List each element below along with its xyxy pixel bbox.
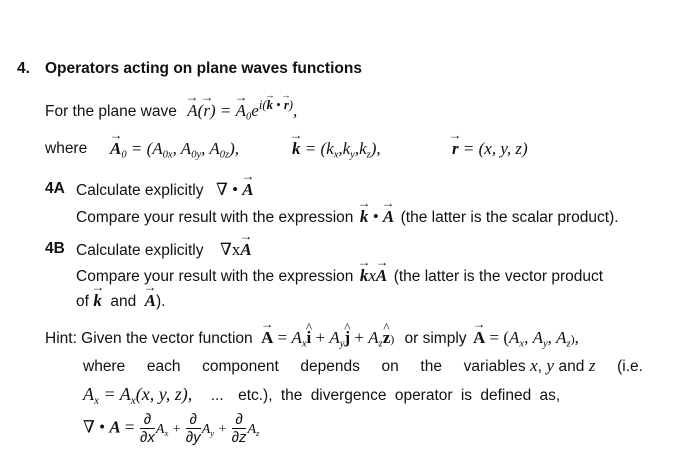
part-4b-of: of xyxy=(76,293,89,310)
plane-wave-intro: For the plane wave xyxy=(45,103,177,120)
vector-product-expression: → kx→ A xyxy=(360,266,387,285)
partial-x: $\frac{\partial}{\partial x}$ xyxy=(139,411,155,446)
hint-or-simply: or simply xyxy=(404,330,467,347)
part-4a-compare: Compare your result with the expression xyxy=(76,209,354,226)
part-4a-line2 xyxy=(76,207,619,227)
hint-word-component: component xyxy=(202,358,279,375)
problem-number: 4. xyxy=(17,60,30,77)
wave-vector: → $k = (k_x,k_y,k_z)$, xyxy=(292,139,381,161)
hint-ie: (i.e. xyxy=(617,358,643,375)
hint-line1 xyxy=(45,328,579,350)
part-4b-line1 xyxy=(76,240,252,260)
hint-divergence-text: etc.), the divergence operator is defined as, xyxy=(238,387,561,404)
k-vector-symbol: → k xyxy=(93,291,102,310)
plane-wave-formula: → A(→ r) = → $A_0e^{i(\to k • \to r)}$, xyxy=(187,101,297,120)
divergence-definition: ∇ • A = $\frac{\partial}{\partial x}$ $A_x$ + $\frac{\partial}{\partial y}$ $A_y$ + $\frac{\partial}{\partial z}$ $A_z$ xyxy=(83,411,260,446)
hint-intro: Hint: Given the vector function xyxy=(45,330,253,347)
component-example: $A_x = A_x(x$, y, z), xyxy=(83,384,193,407)
partial-z: $\frac{\partial}{\partial z}$ xyxy=(231,411,247,446)
problem-title: Operators acting on plane waves functions xyxy=(45,60,362,77)
curl-expression: ∇x→ A xyxy=(220,240,252,259)
plane-wave-line xyxy=(45,98,297,123)
part-4b-end: ). xyxy=(156,293,166,310)
hint-word-the: the xyxy=(420,358,442,375)
hint-word-and: and xyxy=(558,358,585,375)
variable-y: y xyxy=(546,356,555,375)
hint-word-on: on xyxy=(381,358,399,375)
a-vector-symbol: → A xyxy=(145,291,156,310)
part-4a-note: (the latter is the scalar product). xyxy=(400,209,619,226)
partial-y: $\frac{\partial}{\partial y}$ xyxy=(185,411,201,446)
hint-ellipsis: ... xyxy=(210,387,224,404)
part-4a-label: 4A xyxy=(45,180,65,197)
where-line xyxy=(45,140,87,158)
part-4b-compare: Compare your result with the expression xyxy=(76,268,354,285)
variable-x: x xyxy=(530,356,538,375)
position-vector: → r = (x, y, z) xyxy=(452,139,528,159)
part-4b-note: (the latter is the vector product xyxy=(393,268,604,285)
hint-word-each: each xyxy=(146,358,181,375)
hint-line2 xyxy=(83,356,643,376)
hint-word-where: where xyxy=(83,358,126,375)
part-4b-instruction: Calculate explicitly xyxy=(76,242,204,259)
hint-variables-group: variables x, y and z xyxy=(463,356,596,375)
part-4a-instruction: Calculate explicitly xyxy=(76,182,204,199)
part-4a-line1 xyxy=(76,180,254,200)
vector-function-components: → $A = (A_x$, $A_y$, $A_z$), xyxy=(473,328,579,347)
variable-z: z xyxy=(588,356,596,375)
part-4b-label: 4B xyxy=(45,240,65,257)
scalar-product-expression: → k • → A xyxy=(360,207,394,226)
part-4b-line3 xyxy=(76,291,165,311)
divergence-expression: ∇ • → A xyxy=(216,180,254,199)
hint-word-depends: depends xyxy=(300,358,360,375)
amplitude-vector: → $A_0 = (A_{0x}$, $A_{0y}$, $A_{0z}$), xyxy=(110,139,239,161)
where-label: where xyxy=(45,140,88,157)
vector-function-expression: → $A = A_x\^{}$ $i + A_y\^{}$ $j + A_z\^{}$ z) xyxy=(261,328,398,347)
part-4b-and: and xyxy=(110,293,137,310)
hint-word-variables: variables xyxy=(463,358,526,375)
divergence-lhs: ∇ • A = xyxy=(83,417,135,437)
hint-line3 xyxy=(83,384,560,407)
